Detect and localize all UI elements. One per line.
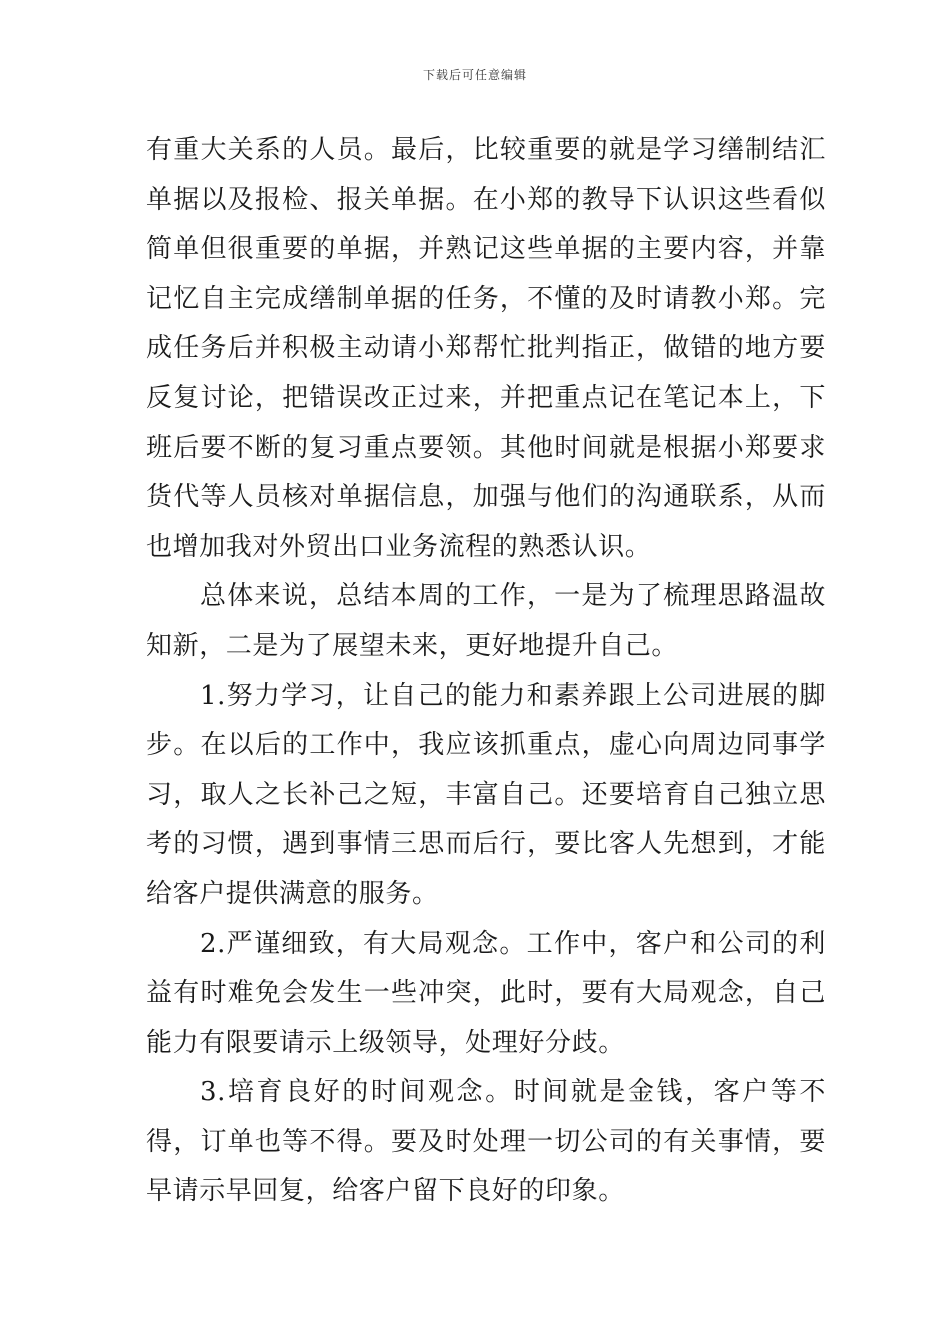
paragraph-point-1: 1.努力学习，让自己的能力和素养跟上公司进展的脚步。在以后的工作中，我应该抓重点，虚心向周边同事学习，取人之长补己之短，丰富自己。还要培育自己独立思考的习惯，遇到事情三思而后行，要比客人先想到，才能给客户提供满意的服务。: [146, 680, 826, 909]
paragraph-point-2: 2.严谨细致，有大局观念。工作中，客户和公司的利益有时难免会发生一些冲突，此时，要有大局观念，自己能力有限要请示上级领导，处理好分歧。: [146, 928, 826, 1058]
document-body: [146, 126, 826, 1217]
paragraph-point-3: 3.培育良好的时间观念。时间就是金钱，客户等不得，订单也等不得。要及时处理一切公司的有关事情，要早请示早回复，给客户留下良好的印象。: [146, 1077, 826, 1207]
paragraph-continuation: 有重大关系的人员。最后，比较重要的就是学习缮制结汇单据以及报检、报关单据。在小郑的教导下认识这些看似简单但很重要的单据，并熟记这些单据的主要内容，并靠记忆自主完成缮制单据的任务，不懂的及时请教小郑。完成任务后并积极主动请小郑帮忙批判指正，做错的地方要反复讨论，把错误改正过来，并把重点记在笔记本上，下班后要不断的复习重点要领。其他时间就是根据小郑要求货代等人员核对单据信息，加强与他们的沟通联系，从而也增加我对外贸出口业务流程的熟悉认识。: [146, 135, 826, 562]
paragraph-summary: 总体来说，总结本周的工作，一是为了梳理思路温故知新，二是为了展望未来，更好地提升自己。: [146, 581, 826, 661]
page-header: 下载后可任意编辑: [422, 68, 527, 82]
